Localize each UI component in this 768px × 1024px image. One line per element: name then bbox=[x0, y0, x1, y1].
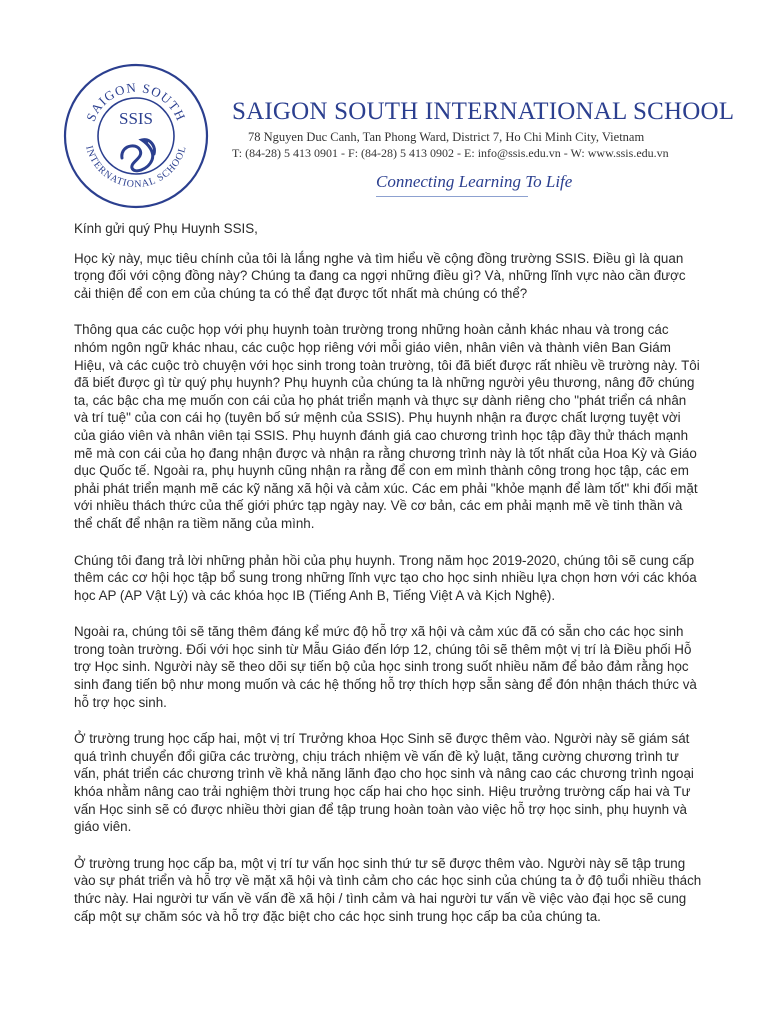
letter-paragraph: Ngoài ra, chúng tôi sẽ tăng thêm đáng kể mức độ hỗ trợ xã hội và cảm xúc đã có sẵn cho các học sinh trong toàn trường. Đối với học sinh từ Mẫu Giáo đến lớp 12, chúng tôi sẽ thêm một vị trí là Điều phối Hỗ trợ Học sinh. Người này sẽ theo dõi sự tiến bộ của học sinh trong suốt nhiều năm để bảo đảm rằng học sinh đang tiến bộ như mong muốn và các hệ thống hỗ trợ thích hợp sẵn sàng để đón nhận thách thức và hỗ trợ học sinh. bbox=[74, 624, 697, 710]
logo-arc-top: SAIGON SOUTH bbox=[83, 79, 189, 124]
logo-monogram: SSIS bbox=[118, 109, 154, 128]
logo-arc-bottom: INTERNATIONAL SCHOOL bbox=[83, 144, 189, 191]
school-tagline: Connecting Learning To Life bbox=[376, 172, 573, 191]
letter-paragraph: Ở trường trung học cấp ba, một vị trí tư vấn học sinh thứ tư sẽ được thêm vào. Người này sẽ tập trung vào sự phát triển và hỗ trợ về mặt xã hội và tình cảm cho các học sinh của chúng ta ở độ tuổi nhiều thách thức này. Hai người tư vấn về vấn đề xã hội / tình cảm và hai người tư vấn về việc vào đại học sẽ cung cấp một sự chăm sóc và hỗ trợ đặc biệt cho các học sinh trung học cấp ba của chúng ta. bbox=[74, 855, 702, 924]
school-name: SAIGON SOUTH INTERNATIONAL SCHOOL bbox=[232, 98, 735, 125]
school-address: 78 Nguyen Duc Canh, Tan Phong Ward, District 7, Ho Chi Minh City, Vietnam bbox=[248, 130, 645, 144]
school-logo bbox=[62, 62, 210, 210]
tagline-underline bbox=[376, 196, 528, 197]
letter-salutation: Kính gửi quý Phụ Huynh SSIS, bbox=[74, 221, 258, 236]
letterhead bbox=[0, 0, 768, 210]
letter-paragraph: Thông qua các cuộc họp với phụ huynh toàn trường trong những hoàn cảnh khác nhau và trong các nhóm ngôn ngữ khác nhau, các cuộc họp riêng với mỗi giáo viên, nhân viên và thành viên Ban Giám Hiệu, và các cuộc trò chuyện với học sinh trong toàn trường, tôi đã biết được rất nhiều về trường này. Tôi đã biết được gì từ quý phụ huynh? Phụ huynh của chúng ta là những người yêu thương, nâng đỡ chúng ta, các bậc cha mẹ muốn con cái của họ phát triển mạnh và thực sự dành riêng cho "phát triển cá nhân và trí tuệ" của con cái họ (tuyên bố sứ mệnh của SSIS). Phụ huynh nhận ra được chất lượng tuyệt vời của giáo viên và nhân viên tại SSIS. Phụ huynh đánh giá cao chương trình học tập đầy thử thách mạnh mẽ mà con cái của họ đang nhận được và nhận ra rằng chương trình này là tốt nhất của Hoa Kỳ và Giáo dục Quốc tế. Ngoài ra, phụ huynh cũng nhận ra rằng để con em mình thành công trong học tập, các em phải phát triển mạnh mẽ các kỹ năng xã hội và cảm xúc. Các em phải "khỏe mạnh để làm tốt" khi đối mặt với nhiều thách thức của thế giới phức tạp ngày nay. Về cơ bản, các em phải mạnh mẽ về tinh thần và thể chất để nhận ra tiềm năng của mình. bbox=[74, 322, 700, 531]
dragon-emblem-icon bbox=[122, 140, 155, 171]
letter-body bbox=[74, 220, 702, 944]
letter-paragraph: Ở trường trung học cấp hai, một vị trí Trưởng khoa Học Sinh sẽ được thêm vào. Người này sẽ giám sát quá trình chuyển đổi giữa các trường, chịu trách nhiệm về vấn đề kỷ luật, tăng cường chương trình tư vấn, phát triển các chương trình về khả năng lãnh đạo cho học sinh và nâng cao các chương trình ngoại khóa nhằm nâng cao trải nghiệm thời trung học cấp hai cho học sinh. Hiệu trưởng trường cấp hai và Tư vấn Học sinh sẽ có được nhiều thời gian để tập trung hoàn toàn vào việc hỗ trợ học sinh, phụ huynh và giáo viên. bbox=[74, 731, 694, 835]
letter-paragraph: Học kỳ này, mục tiêu chính của tôi là lắng nghe và tìm hiểu về cộng đồng trường SSIS. Điều gì là quan trọng đối với cộng đồng này? Chúng ta đang ca ngợi những điều gì? Và, những lĩnh vực nào cần được cải thiện để con em của chúng ta có thể đạt được tốt nhất mà chúng có thể? bbox=[74, 250, 686, 301]
letter-paragraph: Chúng tôi đang trả lời những phản hồi của phụ huynh. Trong năm học 2019-2020, chúng tôi sẽ cung cấp thêm các cơ hội học tập bổ sung trong những lĩnh vực tạo cho học sinh nhiều lựa chọn hơn với các khóa học AP (AP Vật Lý) và các khóa học IB (Tiếng Anh B, Tiếng Việt A và Kịch Nghệ). bbox=[74, 552, 697, 603]
school-contact: T: (84-28) 5 413 0901 - F: (84-28) 5 413 0902 - E: info@ssis.edu.vn - W: www.ssis.edu.vn bbox=[232, 146, 669, 160]
